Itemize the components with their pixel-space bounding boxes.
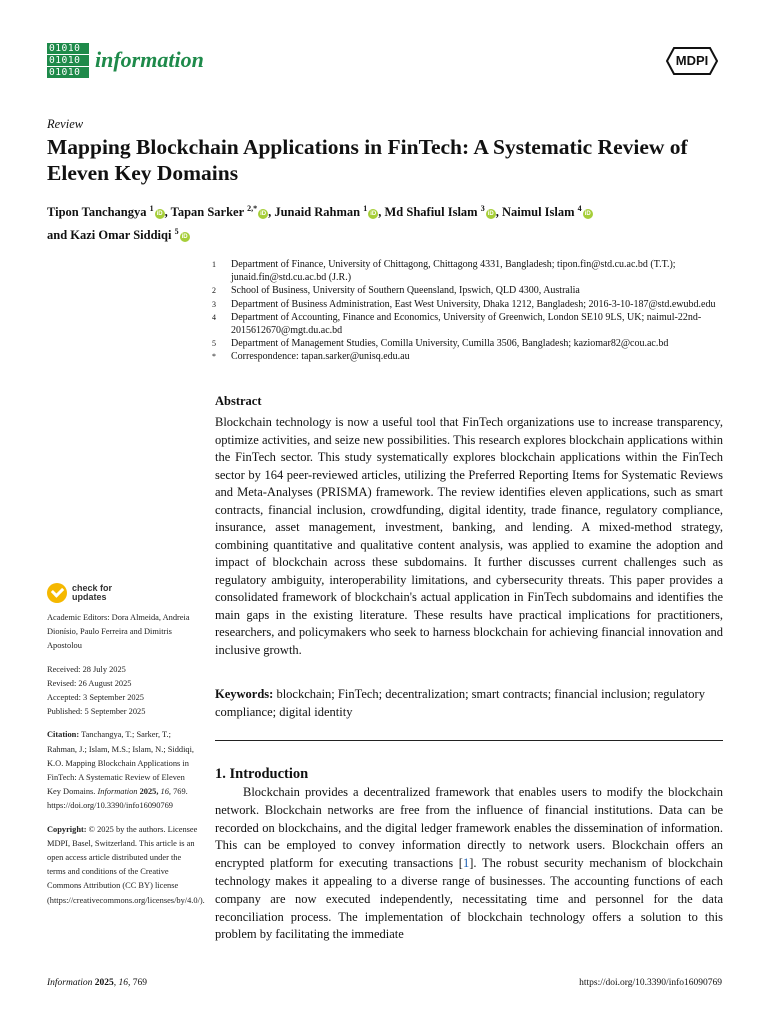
author-name[interactable]: Md Shafiul Islam — [384, 205, 478, 220]
citation-journal: Information — [97, 787, 138, 797]
citation-volume: 16, — [160, 787, 171, 797]
affiliation-number: 3 — [212, 299, 216, 309]
author-affiliation-mark: 4 — [577, 204, 582, 213]
academic-editors: Academic Editors: Dora Almeida, Andreia Dionísio, Paulo Ferreira and Dimitris Apostolou — [47, 613, 190, 651]
section-divider — [215, 740, 723, 741]
author-affiliation-mark: 1 — [363, 204, 368, 213]
check-for-updates-badge[interactable] — [47, 583, 112, 603]
author-name[interactable]: Naimul Islam — [501, 205, 575, 220]
copyright-label: Copyright: — [47, 824, 87, 834]
footer-citation: Information 2025, 16, 769 — [47, 978, 148, 988]
author-name[interactable]: and Kazi Omar Siddiqi — [47, 228, 172, 243]
check-line-1: check for — [72, 583, 113, 593]
published-date: Published: 5 September 2025 — [47, 707, 146, 717]
citation-link[interactable]: 1 — [462, 856, 470, 871]
article-info-sidebar — [47, 611, 205, 917]
accepted-date: Accepted: 3 September 2025 — [47, 693, 144, 703]
journal-name: information — [95, 47, 204, 72]
affiliation-number: 1 — [212, 260, 216, 269]
citation-year: 2025, — [139, 787, 159, 797]
author-name[interactable]: Tapan Sarker — [170, 205, 244, 220]
orcid-icon[interactable]: iD — [156, 211, 163, 218]
affiliation-text: School of Business, University of Southern Queensland, Ipswich, QLD 4300, Australia — [231, 285, 580, 297]
publisher-name: MDPI — [675, 53, 709, 68]
author-affiliation-mark: 1 — [149, 204, 154, 213]
orcid-icon[interactable]: iD — [370, 211, 377, 218]
footer-volume: 16, — [118, 978, 131, 988]
correspondence-mark: * — [212, 352, 216, 362]
logo-line: 01010 — [47, 43, 89, 54]
keywords-label: Keywords: — [215, 687, 274, 701]
publisher-logo — [666, 46, 718, 76]
orcid-icon[interactable]: iD — [487, 211, 494, 218]
logo-line: 01010 — [47, 67, 89, 78]
citation-block — [47, 728, 199, 813]
keywords — [215, 686, 723, 721]
author-name[interactable]: Tipon Tanchangya — [47, 205, 147, 220]
orcid-icon[interactable]: iD — [260, 211, 267, 218]
author-list: Tipon Tanchangya $^1$iD , Tapan Sarker $^{2,*}$iD , Junaid Rahman $^1$iD , Md Shafiul Islam $^3$iD , Naimul Islam $^4$iD and Kazi Omar Siddiqi $^5$iD — [47, 204, 591, 243]
orcid-icon[interactable]: iD — [181, 234, 188, 241]
logo-line: 01010 — [47, 55, 89, 66]
affiliation-text: Department of Accounting, Finance and Economics, University of Greenwich, London SE10 9LS, UK; naimul-22nd-2015612670@mgt.du.ac.bd — [231, 311, 702, 337]
article-dates — [47, 663, 199, 720]
author-affiliation-mark: 5 — [174, 227, 179, 237]
abstract-heading: Abstract — [215, 394, 262, 408]
affiliation-item — [212, 284, 727, 297]
copyright-text: © 2025 by the authors. Licensee MDPI, Basel, Switzerland. This article is an open access article distributed under the terms and conditions of the Creative Commons Attribution (CC BY) license (https://creativecommons.org/licenses/by/4.0/). — [47, 824, 205, 905]
orcid-icon[interactable]: iD — [584, 211, 591, 218]
paragraph-text: ]. The robust security mechanism of blockchain technology makes it appealing to a diverse range of businesses. The accounting functions of each company are now executed independently, necessitating time and personnel for the data reconciliation process. The implementation of blockchain technology offers a solution to this problem by facilitating the immediate — [215, 856, 724, 942]
affiliation-item — [212, 298, 727, 311]
journal-logo-icon — [47, 43, 89, 79]
correspondence-text[interactable]: Correspondence: tapan.sarker@unisq.edu.au — [231, 351, 410, 363]
affiliation-text: Department of Finance, University of Chittagong, Chittagong 4331, Bangladesh; tipon.fin@std.cu.ac.bd (T.T.); junaid.fin@std.cu.ac.bd (J.R.) — [231, 259, 676, 284]
affiliation-item — [212, 258, 727, 284]
footer-year: 2025 — [94, 978, 114, 988]
footer-journal: Information — [47, 978, 93, 988]
copyright-block — [47, 823, 205, 908]
keywords-text: blockchain; FinTech; decentralization; smart contracts; financial inclusion; regulatory compliance; digital identity — [215, 687, 705, 719]
paragraph-text: Blockchain provides a decentralized framework that enables users to modify the blockchain network. Blockchain networks are free from the influence of financial institutions. Data can be recorded on blockchains, and the digital ledger framework enables the dissemination of information. This can be employed to convey information directly to network users. Blockchain offers an encrypted platform for executing transactions [ — [215, 785, 723, 871]
revised-date: Revised: 26 August 2025 — [47, 678, 132, 688]
affiliation-item — [212, 311, 727, 337]
check-for-updates-label — [72, 584, 112, 602]
citation-text: Tanchangya, T.; Sarker, T.; Rahman, J.; Islam, M.S.; Islam, N.; Siddiqi, K.O. Mapping Blockchain Applications in FinTech: A Systematic Review of Eleven Key Domains. — [47, 730, 195, 797]
check-line-2: updates — [72, 592, 107, 602]
checkmark-icon — [47, 583, 67, 603]
citation-doi[interactable]: 769. https://doi.org/10.3390/info16090769 — [47, 787, 188, 811]
citation-label: Citation: — [47, 730, 80, 740]
affiliation-number: 2 — [212, 286, 216, 296]
affiliation-text: Department of Business Administration, East West University, Dhaka 1212, Bangladesh; 2016-3-10-187@std.ewubd.edu — [231, 298, 716, 310]
abstract-text: Blockchain technology is now a useful tool that FinTech organizations use to increase transparency, optimize activities, and seize new possibilities. This research explores blockchain applications within the FinTech sector. This study systematically explores blockchain applications within the FinTech sector by 164 peer-reviewed articles, utilizing the Preferred Reporting Items for Systematic Reviews and Meta-Analyses (PRISMA) framework. The review identifies eleven applications, such as smart contracts, financial inclusion, crowdfunding, digital identity, trade finance, regulatory compliance, insurance, asset management, investment, banking, and lending. A mixed-method strategy, combining quantitative and qualitative content analysis, was applied to examine the adoption and impact of blockchain across these subdomains. It further discusses current challenges such as regulatory ambiguity, interoperability limitations, and cybersecurity threats. This paper provides a consolidated framework of blockchain's actual application in FinTech subdomains and identifies the main gaps in the existing literature. These results have practical implications for practitioners, researchers, and policymakers who seek to harness blockchain for achieving financial innovation and inclusive growth. — [215, 415, 723, 657]
received-date: Received: 28 July 2025 — [47, 664, 126, 674]
introduction-body — [215, 784, 723, 944]
correspondence-item — [212, 350, 727, 363]
author-affiliation-mark: 3 — [480, 204, 485, 213]
article-type: Review — [47, 117, 84, 131]
footer-doi-link[interactable]: https://doi.org/10.3390/info16090769 — [579, 978, 722, 988]
affiliation-number: 4 — [212, 312, 216, 322]
affiliations — [212, 258, 727, 364]
affiliation-item — [212, 337, 727, 350]
section-heading-introduction: 1. Introduction — [215, 766, 309, 782]
paragraph — [215, 784, 723, 944]
article-title: Mapping Blockchain Applications in FinTech: A Systematic Review of Eleven Key Domains — [47, 135, 688, 185]
author-affiliation-mark: 2,* — [247, 204, 258, 213]
affiliation-text: Department of Management Studies, Comilla University, Cumilla 3506, Bangladesh; kaziomar82@cou.ac.bd — [231, 338, 669, 350]
author-name[interactable]: Junaid Rahman — [274, 205, 361, 220]
affiliation-number: 5 — [212, 339, 216, 349]
footer-page: 769 — [132, 978, 148, 988]
